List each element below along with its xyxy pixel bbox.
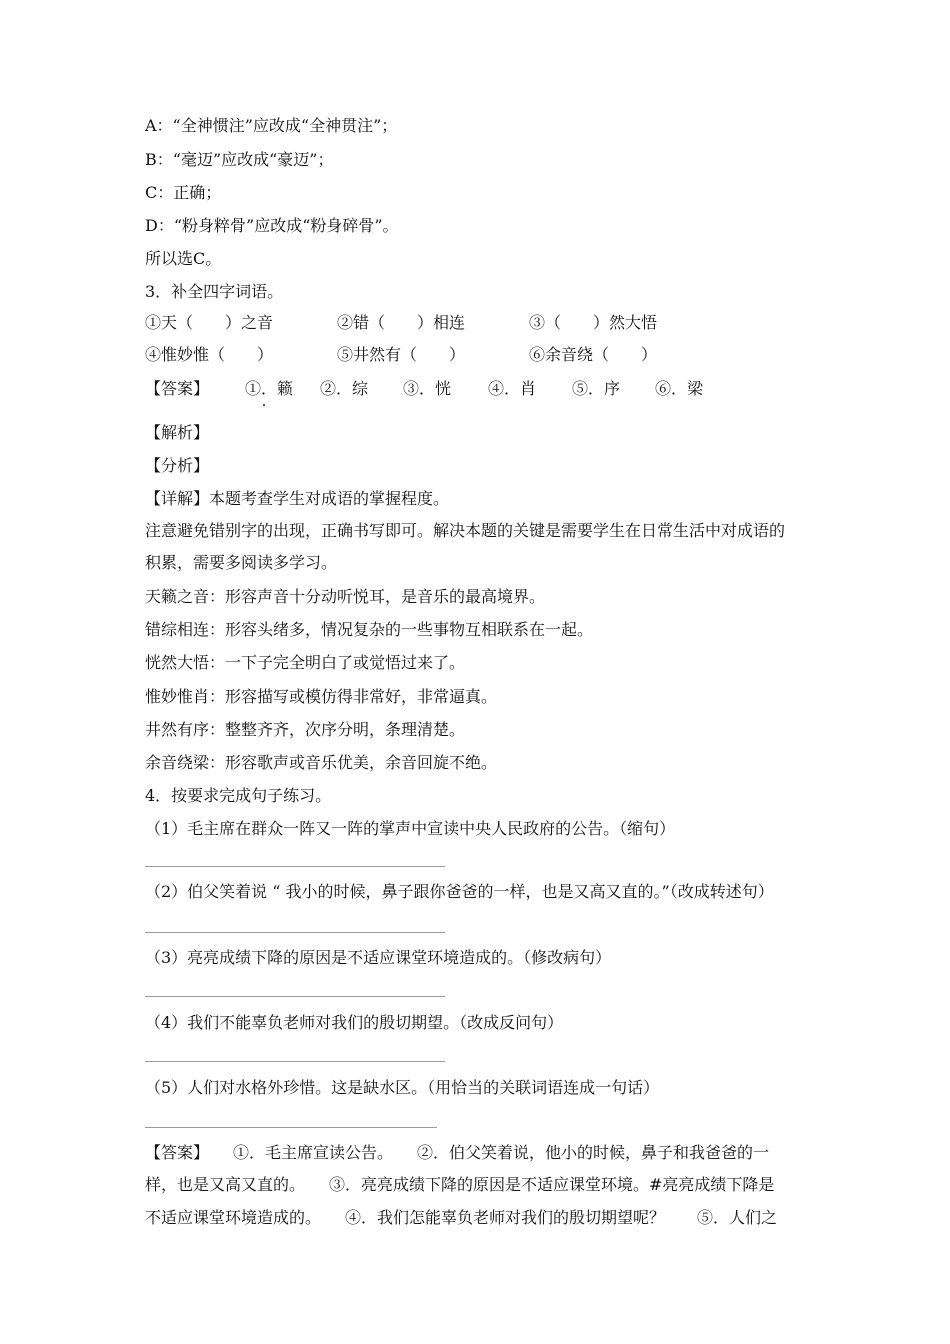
q3-explanation: 惟妙惟肖：形容描写或模仿得非常好，非常逼真。 bbox=[145, 687, 498, 706]
q3-note-line-1: 注意避免错别字的出现，正确书写即可。解决本题的关键是需要学生在日常生活中对成语的 bbox=[145, 521, 786, 540]
q4-item: （1）毛主席在群众一阵又一阵的掌声中宣读中央人民政府的公告。（缩句） bbox=[145, 819, 676, 838]
q3-explanation: 天籁之音：形容声音十分动听悦耳，是音乐的最高境界。 bbox=[145, 587, 546, 606]
answer-blank-line bbox=[145, 932, 445, 933]
q4-item: （3）亮亮成绩下降的原因是不适应课堂环境造成的。（修改病句） bbox=[145, 948, 612, 967]
q3-title: 3．补全四字词语。 bbox=[145, 282, 284, 301]
q3-detail: 【详解】本题考查学生对成语的掌握程度。 bbox=[145, 489, 450, 508]
option-b-correction: B：“毫迈”应改成“豪迈”； bbox=[145, 150, 334, 169]
q4-answer-line-3: 不适应课堂环境造成的。 ④．我们怎能辜负老师对我们的殷切期望呢？ ⑤．人们之 bbox=[145, 1208, 778, 1227]
q4-item: （4）我们不能辜负老师对我们的殷切期望。（改成反问句） bbox=[145, 1013, 564, 1032]
q3-answer-row bbox=[145, 379, 765, 401]
q3-item: ⑥余音绕（ ） bbox=[529, 345, 658, 364]
q3-items-row-1 bbox=[145, 313, 765, 335]
option-a-correction: A：“全神惯注”应改成“全神贯注”； bbox=[145, 116, 398, 135]
q3-answer: ②．综 bbox=[320, 379, 369, 398]
option-c-correction: C：正确； bbox=[145, 183, 222, 202]
q2-conclusion: 所以选C。 bbox=[145, 249, 222, 268]
answer-blank-line bbox=[145, 1061, 445, 1062]
q3-explanation: 井然有序：整整齐齐，次序分明，条理清楚。 bbox=[145, 720, 466, 739]
answer-blank-line bbox=[145, 996, 445, 997]
q3-analysis-label: 【解析】 bbox=[145, 423, 210, 442]
q3-answer-label: 【答案】 bbox=[145, 379, 210, 398]
stray-dot-mark bbox=[263, 404, 265, 406]
q3-explanation: 错综相连：形容头绪多，情况复杂的一些事物互相联系在一起。 bbox=[145, 620, 594, 639]
q3-note-line-2: 积累，需要多阅读多学习。 bbox=[145, 553, 338, 572]
q3-explanation: 余音绕梁：形容歌声或音乐优美，余音回旋不绝。 bbox=[145, 753, 498, 772]
q3-answer: ④．肖 bbox=[488, 379, 537, 398]
answer-blank-line bbox=[145, 866, 445, 867]
q3-item: ②错（ ）相连 bbox=[337, 313, 466, 332]
q3-answer: ③．恍 bbox=[403, 379, 452, 398]
q3-explanation: 恍然大悟：一下子完全明白了或觉悟过来了。 bbox=[145, 653, 466, 672]
q4-item: （5）人们对水格外珍惜。这是缺水区。（用恰当的关联词语连成一句话） bbox=[145, 1078, 660, 1097]
q3-item: ⑤井然有（ ） bbox=[337, 345, 466, 364]
q3-answer: ⑥．梁 bbox=[655, 379, 704, 398]
q3-item: ④惟妙惟（ ） bbox=[145, 345, 274, 364]
q4-answer-line-1: 【答案】 ①．毛主席宣读公告。 ②．伯父笑着说，他小的时候，鼻子和我爸爸的一 bbox=[145, 1143, 770, 1162]
q3-item: ③（ ）然大悟 bbox=[529, 313, 658, 332]
option-d-correction: D：“粉身粹骨”应改成“粉身碎骨”。 bbox=[145, 216, 399, 235]
q3-answer: ①．籁 bbox=[245, 379, 294, 398]
answer-blank-line bbox=[145, 1127, 437, 1128]
q3-answer: ⑤．序 bbox=[572, 379, 621, 398]
q4-title: 4．按要求完成句子练习。 bbox=[145, 786, 332, 805]
q3-analysis-sub-label: 【分析】 bbox=[145, 456, 210, 475]
q4-answer-line-2: 样，也是又高又直的。 ③．亮亮成绩下降的原因是不适应课堂环境。#亮亮成绩下降是 bbox=[145, 1175, 775, 1194]
q3-items-row-2 bbox=[145, 345, 765, 367]
q3-item: ①天（ ）之音 bbox=[145, 313, 274, 332]
q4-item: （2）伯父笑着说 “ 我小的时候，鼻子跟你爸爸的一样，也是又高又直的。”（改成转述句） bbox=[145, 882, 774, 901]
